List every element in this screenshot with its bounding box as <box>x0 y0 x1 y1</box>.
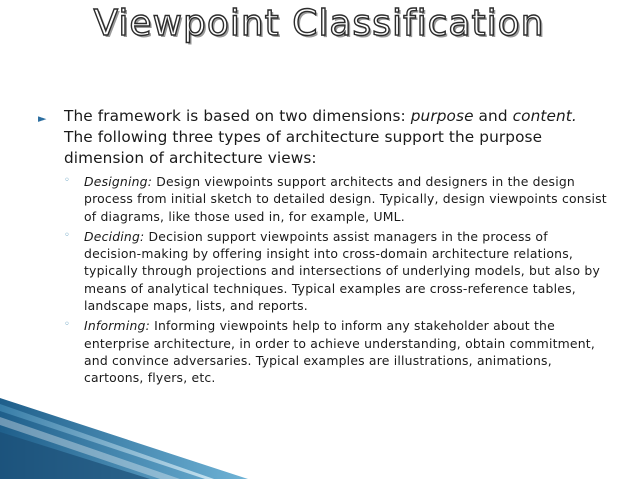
main-term-purpose: purpose <box>410 107 474 125</box>
arrow-right-icon: ► <box>38 112 47 125</box>
sub-term: Designing: <box>84 174 153 189</box>
sub-term: Informing: <box>84 318 150 334</box>
circle-bullet-icon: ◦ <box>64 229 70 241</box>
main-term-content: content. <box>512 107 577 125</box>
sub-description: Design viewpoints support architects and designers in the design process from initial sketch to detailed design. Typically, design viewpoints consist of diagrams, like those used in, for example, UML. <box>84 174 607 224</box>
slide-title: Viewpoint Classification <box>93 3 545 44</box>
main-text-part: and <box>473 107 513 125</box>
sub-description: Informing viewpoints help to inform any stakeholder about the enterprise architecture, in order to achieve understanding, obtain commitment, and convince adversaries. Typical examples are illustrations, animations, cartoons, flyers, etc. <box>84 318 595 386</box>
circle-bullet-icon: ◦ <box>64 175 70 186</box>
sub-description: Decision support viewpoints assist managers in the process of decision-making by offering insight into cross-domain architecture relations, typically through projections and intersections of underlying models, but also by means of analytical techniques. Typical examples are cross-reference tables, landscape maps, lists, and reports. <box>84 228 600 314</box>
main-text-part: The following three types of architecture support the purpose dimension of architecture views: <box>64 128 543 167</box>
circle-bullet-icon: ◦ <box>64 319 70 331</box>
sub-term: Deciding: <box>84 228 145 244</box>
main-text-part: The framework is based on two dimensions: <box>64 107 411 125</box>
